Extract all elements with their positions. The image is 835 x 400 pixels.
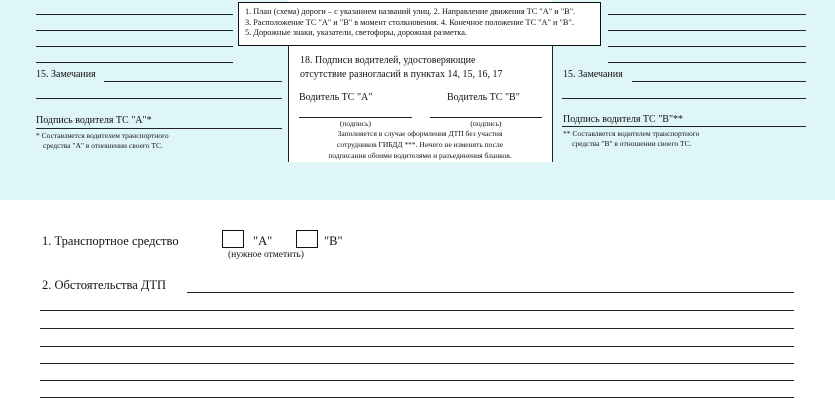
driver-a-label: Водитель ТС "А": [299, 92, 373, 103]
left-remarks-line-2[interactable]: [36, 98, 282, 99]
center-note-line-1: Заполняется в случае оформления ДТП без участия: [337, 129, 503, 138]
center-note-line-2: сотрудников ГИБДД ***. Ничего не изменять после: [336, 140, 504, 149]
signatures-heading-line-2: отсутствие разногласий в пунктах 14, 15, 16, 17: [300, 69, 503, 80]
mark-hint: (нужное отметить): [228, 250, 304, 260]
circumstances-item-label: 2. Обстоятельства ДТП: [42, 278, 167, 292]
left-signature-label: Подпись водителя ТС "А"*: [36, 115, 152, 126]
left-signature-field[interactable]: [36, 128, 282, 129]
driver-b-label: Водитель ТС "В": [447, 92, 520, 103]
circumstances-field-line-4[interactable]: [40, 346, 794, 347]
right-footnote-line-2: средства "В" в отношении своего ТС.: [572, 139, 692, 148]
signatures-heading-line-1: 18. Подписи водителей, удостоверяющие: [300, 55, 476, 66]
right-top-line-1: [608, 14, 806, 15]
circumstances-field-line-5[interactable]: [40, 363, 794, 364]
right-top-line-2: [608, 30, 806, 31]
driver-a-signature-hint: (подпись): [339, 119, 372, 128]
right-top-line-4: [608, 62, 806, 63]
legend-line-3: 5. Дорожные знаки, указатели, светофоры, дорожная разметка.: [245, 28, 467, 37]
center-panel-left-border: [288, 46, 289, 162]
legend-line-2: 3. Расположение ТС "А" и "В" в момент столкновения. 4. Конечное положение ТС "А" и "В".: [245, 17, 574, 27]
legend-line-1: 1. План (схема) дороги – с указанием названий улиц. 2. Направление движения ТС "А" и "В".: [245, 7, 576, 16]
left-top-line-1: [36, 14, 233, 15]
left-remarks-field[interactable]: [104, 81, 282, 82]
left-footnote-line-2: средства "А" в отношении своего ТС.: [43, 141, 163, 150]
circumstances-field-line-3[interactable]: [40, 328, 794, 329]
driver-b-signature-hint: (подпись): [470, 119, 502, 128]
left-top-line-2: [36, 30, 233, 31]
right-top-line-3: [608, 46, 806, 47]
circumstances-field-line-7[interactable]: [40, 397, 794, 398]
left-footnote-line-1: * Составляется водителем транспортного: [36, 131, 169, 140]
vehicle-b-checkbox[interactable]: [296, 230, 318, 248]
driver-a-signature-field[interactable]: [299, 117, 412, 118]
circumstances-field-line-6[interactable]: [40, 380, 794, 381]
left-top-line-4: [36, 62, 233, 63]
circumstances-field-line-1[interactable]: [187, 292, 794, 293]
center-panel-right-border: [552, 46, 553, 162]
circumstances-field-line-2[interactable]: [40, 310, 794, 311]
left-top-line-3: [36, 46, 233, 47]
vehicle-b-option-label: "В": [324, 234, 343, 248]
right-remarks-line-2[interactable]: [562, 98, 806, 99]
driver-b-signature-field[interactable]: [430, 117, 542, 118]
right-signature-label: Подпись водителя ТС "В"**: [563, 114, 684, 125]
center-panel-background: [288, 162, 552, 200]
scheme-legend-box: [238, 2, 601, 46]
right-signature-field[interactable]: [562, 126, 806, 127]
vehicle-item-label: 1. Транспортное средство: [42, 234, 179, 248]
center-note-line-3: подписания обоими водителями и разъединения бланков.: [328, 151, 512, 160]
left-remarks-label: 15. Замечания: [36, 69, 96, 80]
vehicle-a-checkbox[interactable]: [222, 230, 244, 248]
right-remarks-field[interactable]: [632, 81, 806, 82]
right-footnote-line-1: ** Составляется водителем транспортного: [563, 129, 700, 138]
right-remarks-label: 15. Замечания: [563, 69, 623, 80]
vehicle-a-option-label: "А": [253, 234, 273, 248]
